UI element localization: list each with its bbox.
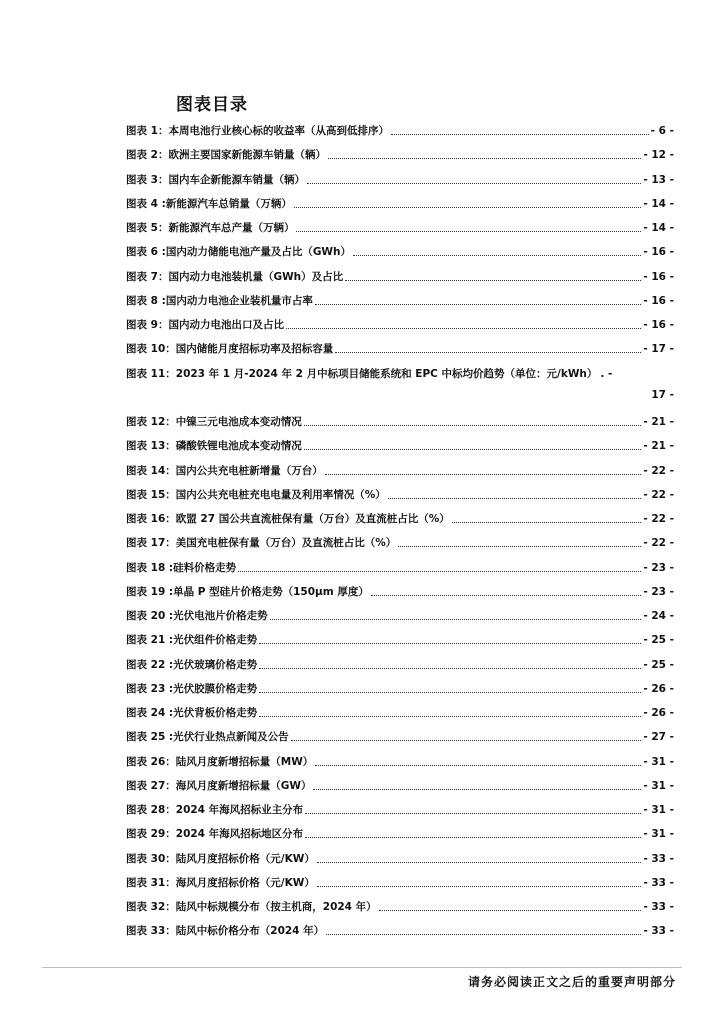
- toc-entry-label: 图表 33：陆风中标价格分布（2024 年）: [126, 925, 325, 938]
- toc-entry-leader: [452, 522, 642, 523]
- toc-entry-leader: [305, 813, 641, 814]
- toc-entry-label: 图表 19 :单晶 P 型硅片价格走势（150μm 厚度）: [126, 585, 369, 598]
- toc-entry-leader: [305, 837, 641, 838]
- toc-entry-label: 图表 12：中镍三元电池成本变动情况: [126, 416, 302, 428]
- toc-entry-leader: [325, 474, 642, 475]
- toc-entry-label: 图表 25 :光伏行业热点新闻及公告: [126, 731, 289, 744]
- toc-entry-page: - 25 -: [643, 658, 674, 671]
- toc-entry-leader: [335, 352, 641, 353]
- toc-entry-label: 图表 29：2024 年海风招标地区分布: [126, 828, 304, 841]
- toc-entry[interactable]: [126, 433, 674, 453]
- toc-entry-page: - 31 -: [643, 828, 674, 841]
- toc-entry[interactable]: [126, 336, 674, 356]
- toc-entry-leader: [317, 862, 642, 863]
- toc-entry[interactable]: [126, 142, 674, 162]
- toc-entry[interactable]: [126, 288, 674, 308]
- toc-entry-page: - 23 -: [643, 561, 674, 574]
- toc-entry-label: 图表 30：陆风月度招标价格（元/KW）: [126, 852, 315, 865]
- toc-entry-page: - 22 -: [643, 513, 674, 525]
- toc-entry[interactable]: [126, 555, 674, 575]
- toc-entry[interactable]: [126, 361, 674, 381]
- toc-entry-leader: [326, 934, 641, 935]
- toc-entry-label: 图表 27：海风月度新增招标量（GW）: [126, 779, 312, 792]
- toc-entry-leader: [307, 183, 641, 184]
- footer-disclaimer: 请务必阅读正文之后的重要声明部分: [467, 975, 676, 989]
- toc-entry[interactable]: [126, 894, 674, 914]
- toc-entry-leader: [317, 886, 642, 887]
- toc-entry-leader: [291, 740, 642, 741]
- toc-entry-leader: [259, 716, 641, 717]
- toc-entry[interactable]: [126, 530, 674, 550]
- toc-entry[interactable]: [126, 264, 674, 284]
- toc-entry-leader: [353, 255, 641, 256]
- toc-entry-label: 图表 6 :国内动力储能电池产量及占比（GWh）: [126, 246, 351, 259]
- toc-entry-leader: [286, 328, 641, 329]
- toc-entry-page: - 33 -: [643, 925, 674, 938]
- toc-entry-label: 图表 5：新能源汽车总产量（万辆）: [126, 222, 295, 234]
- toc-entry-page: - 14 -: [643, 222, 674, 234]
- toc-entry-leader: [315, 765, 641, 766]
- toc-entry[interactable]: [126, 749, 674, 769]
- toc-entry[interactable]: [126, 821, 674, 841]
- toc-entry-leader: [371, 595, 641, 596]
- toc-entry-label: 图表 8 :国内动力电池企业装机量市占率: [126, 294, 313, 307]
- toc-entry[interactable]: [126, 215, 674, 235]
- toc-entry-label: 图表 3：国内车企新能源车销量（辆）: [126, 173, 305, 186]
- toc-entry[interactable]: [126, 118, 674, 138]
- toc-entry-label: 图表 31：海风月度招标价格（元/KW）: [126, 876, 315, 889]
- toc-entry-label: 图表 2：欧洲主要国家新能源车销量（辆）: [126, 149, 326, 162]
- toc-entry-label: 图表 21 :光伏组件价格走势: [126, 634, 258, 647]
- toc-entry-page: - 33 -: [643, 852, 674, 865]
- toc-entry[interactable]: [126, 700, 674, 720]
- toc-entry-leader: [345, 280, 641, 281]
- toc-entry-label: 图表 32：陆风中标规模分布（按主机商，2024 年）: [126, 901, 377, 913]
- toc-entry-page: - 21 -: [643, 440, 674, 453]
- toc-entry[interactable]: [126, 773, 674, 793]
- toc-entry-label: 图表 18 :硅料价格走势: [126, 561, 237, 574]
- toc-entry-page: - 21 -: [643, 416, 674, 428]
- toc-entry-label: 图表 10：国内储能月度招标功率及招标容量: [126, 343, 334, 356]
- toc-entry-page: - 26 -: [643, 707, 674, 719]
- toc-entry[interactable]: [126, 918, 674, 938]
- toc-entry-page: - 31 -: [643, 755, 674, 768]
- toc-entry-page: 17 -: [651, 388, 674, 401]
- toc-entry-label: 图表 4 :新能源汽车总销量（万辆）: [126, 197, 292, 210]
- toc-entry-page: - 27 -: [643, 731, 674, 744]
- toc-entry-page: - 26 -: [643, 682, 674, 695]
- toc-entry[interactable]: [126, 579, 674, 599]
- toc-entry-page: - 22 -: [643, 537, 674, 550]
- toc-entry[interactable]: [126, 409, 674, 429]
- toc-entry-page: - 13 -: [643, 173, 674, 186]
- toc-entry-label: 图表 11：2023 年 1 月-2024 年 2 月中标项目储能系统和 EPC 中标均价趋势（单位：元/kWh）: [126, 367, 598, 380]
- toc-entry-page: - 31 -: [643, 779, 674, 792]
- toc-entry[interactable]: [126, 627, 674, 647]
- toc-entry-leader: [259, 692, 641, 693]
- toc-entry[interactable]: [126, 652, 674, 672]
- footer-divider: [42, 967, 682, 968]
- toc-entry-page: - 16 -: [643, 294, 674, 307]
- toc-entry-page: - 25 -: [643, 634, 674, 647]
- toc-entry[interactable]: [126, 724, 674, 744]
- toc-entry-label: 图表 14：国内公共充电桩新增量（万台）: [126, 464, 323, 477]
- toc-entry-page: - 23 -: [643, 585, 674, 598]
- toc-entry-page: - 33 -: [643, 876, 674, 889]
- toc-entry-label: 图表 1：本周电池行业核心标的收益率（从高到低排序）: [126, 125, 389, 137]
- toc-entry-leader: [259, 643, 641, 644]
- toc-entry-leader: [328, 158, 641, 159]
- toc-entry-label: 图表 15：国内公共充电桩充电电量及利用率情况（%）: [126, 488, 386, 501]
- toc-entry-page: - 16 -: [643, 246, 674, 259]
- toc-entry-label: 图表 16：欧盟 27 国公共直流桩保有量（万台）及直流桩占比（%）: [126, 513, 450, 525]
- toc-entry-page: - 31 -: [643, 804, 674, 816]
- toc-entry-leader: [398, 546, 641, 547]
- toc-entry-page: - 17 -: [643, 343, 674, 356]
- toc-entry-leader: [259, 668, 641, 669]
- toc-entry-page: - 16 -: [643, 270, 674, 283]
- toc-entry-page: - 6 -: [650, 125, 674, 137]
- toc-entry-leader: [238, 571, 641, 572]
- toc-entry-label: 图表 7：国内动力电池装机量（GWh）及占比: [126, 270, 344, 283]
- toc-entry[interactable]: [126, 676, 674, 696]
- toc-entry-leader: [391, 134, 649, 135]
- toc-entry-page: - 33 -: [643, 901, 674, 913]
- toc-entry[interactable]: [126, 870, 674, 890]
- toc-entry-label: 图表 23 :光伏胶膜价格走势: [126, 682, 258, 695]
- toc-entry-leader: [313, 789, 641, 790]
- toc-entry[interactable]: [126, 846, 674, 866]
- toc-entry[interactable]: [126, 603, 674, 623]
- toc-entry[interactable]: [126, 167, 674, 187]
- toc-entry-leader: [294, 207, 642, 208]
- toc-entry-leader: [304, 425, 642, 426]
- toc-entry-label: 图表 13：磷酸铁锂电池成本变动情况: [126, 440, 302, 453]
- toc-entry-leader: [270, 619, 642, 620]
- toc-entry[interactable]: [126, 239, 674, 259]
- toc-entry-page: - 16 -: [643, 319, 674, 331]
- toc-entry-leader: [296, 231, 641, 232]
- toc-entry[interactable]: [126, 506, 674, 526]
- toc-entry-page: - 12 -: [643, 149, 674, 162]
- toc-entry[interactable]: [126, 797, 674, 817]
- toc-entry-label: 图表 22 :光伏玻璃价格走势: [126, 658, 258, 671]
- toc-entry-page: - 14 -: [643, 197, 674, 210]
- toc-entry-leader: [379, 910, 642, 911]
- toc-entry-label: 图表 24 :光伏背板价格走势: [126, 707, 258, 719]
- toc-entry[interactable]: [126, 458, 674, 478]
- toc-entry-page: - 22 -: [643, 488, 674, 501]
- page-title: 图表目录: [176, 95, 248, 115]
- toc-entry[interactable]: [126, 312, 674, 332]
- toc-entry-leader: [315, 304, 642, 305]
- toc-entry-page: - 22 -: [643, 464, 674, 477]
- toc-entry-page: - 24 -: [643, 610, 674, 622]
- toc-entry[interactable]: [126, 191, 674, 211]
- toc-entry-leader: [304, 449, 642, 450]
- toc-entry-leader-tail: . -: [600, 367, 613, 380]
- toc-entry[interactable]: [126, 482, 674, 502]
- toc-entry-label: 图表 28：2024 年海风招标业主分布: [126, 804, 304, 816]
- toc-entry-label: 图表 9：国内动力电池出口及占比: [126, 319, 284, 331]
- toc-entry-label: 图表 20 :光伏电池片价格走势: [126, 610, 268, 622]
- toc-entry-leader: [388, 498, 642, 499]
- toc-entry-label: 图表 26：陆风月度新增招标量（MW）: [126, 755, 314, 768]
- toc-entry-label: 图表 17：美国充电桩保有量（万台）及直流桩占比（%）: [126, 537, 397, 550]
